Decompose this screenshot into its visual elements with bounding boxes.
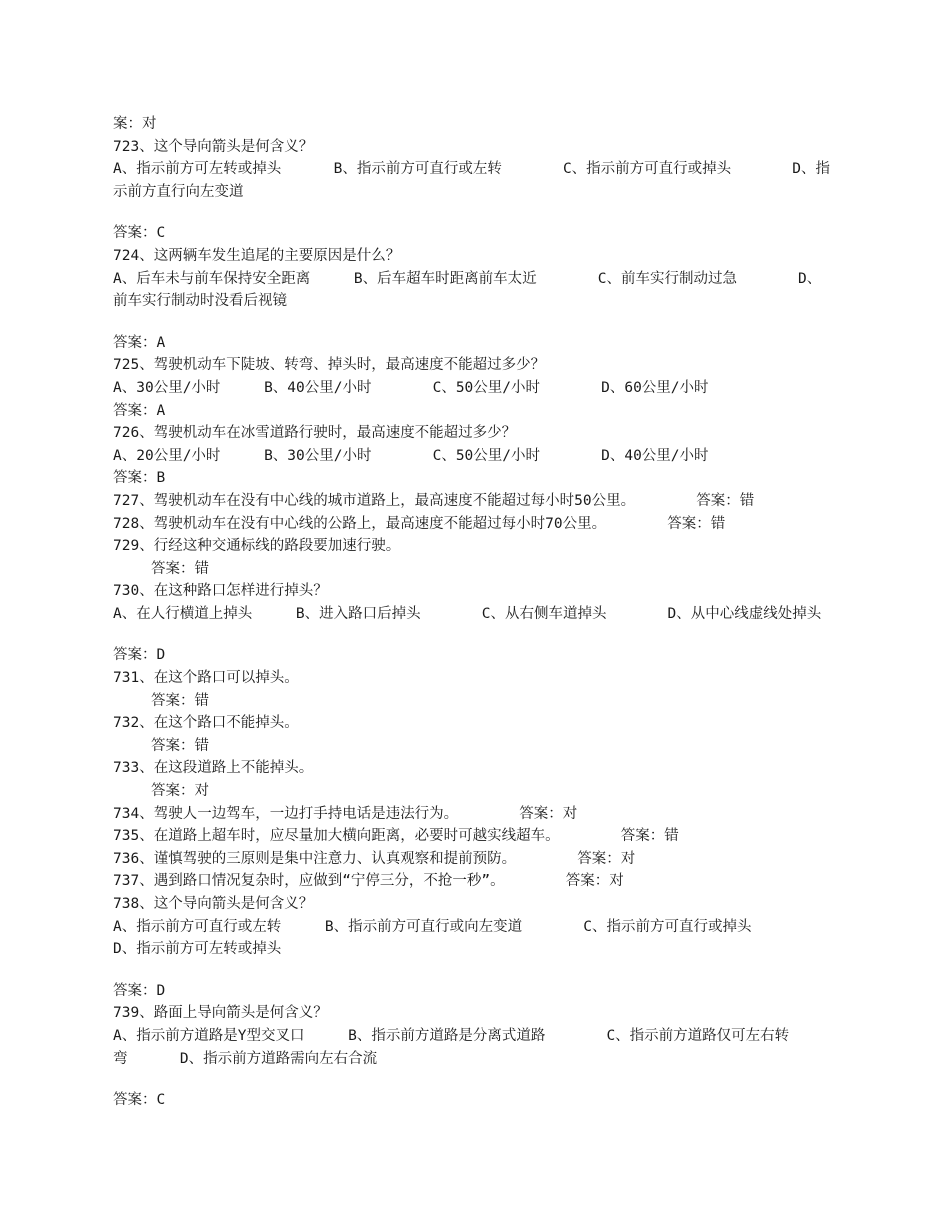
answer-line: 答案：B (113, 470, 166, 487)
answer-line: 答案：错 (151, 692, 209, 709)
spacer (113, 313, 833, 332)
options-line: A、指示前方道路是Y型交叉口 B、指示前方道路是分离式道路 C、指示前方道路仅可左右转 (113, 1027, 790, 1044)
spacer (113, 203, 833, 222)
spacer (113, 625, 833, 644)
answer-line: 答案：错 (151, 737, 209, 754)
question-731: 731、在这个路口可以掉头。 (113, 670, 299, 687)
answer-line: 答案：错 (151, 560, 209, 577)
question-724: 724、这两辆车发生追尾的主要原因是什么？ (113, 247, 401, 264)
answer-line: 答案：A (113, 402, 166, 419)
question-727: 727、驾驶机动车在没有中心线的城市道路上，最高速度不能超过每小时50公里。 答案：错 (113, 492, 755, 509)
options-line: A、后车未与前车保持安全距离 B、后车超车时距离前车太近 C、前车实行制动过急 D、 (113, 270, 822, 287)
question-736: 736、谨慎驾驶的三原则是集中注意力、认真观察和提前预防。 答案：对 (113, 850, 636, 867)
options-line: A、指示前方可直行或左转 B、指示前方可直行或向左变道 C、指示前方可直行或掉头 (113, 918, 752, 935)
answer-line: 答案：D (113, 647, 166, 664)
options-line: A、20公里/小时 B、30公里/小时 C、50公里/小时 D、40公里/小时 (113, 447, 709, 464)
document-body (113, 113, 833, 1112)
options-line-continued: D、指示前方可左转或掉头 (113, 941, 282, 958)
question-732: 732、在这个路口不能掉头。 (113, 715, 299, 732)
answer-line: 案：对 (113, 116, 157, 132)
options-line: A、在人行横道上掉头 B、进入路口后掉头 C、从右侧车道掉头 D、从中心线虚线处掉头 (113, 605, 822, 622)
options-line: A、指示前方可左转或掉头 B、指示前方可直行或左转 C、指示前方可直行或掉头 D、指 (113, 161, 831, 178)
spacer (113, 1070, 833, 1089)
spacer (113, 961, 833, 980)
answer-line: 答案：A (113, 334, 166, 351)
question-734: 734、驾驶人一边驾车，一边打手持电话是违法行为。 答案：对 (113, 805, 578, 822)
question-728: 728、驾驶机动车在没有中心线的公路上，最高速度不能超过每小时70公里。 答案：错 (113, 515, 726, 532)
question-739: 739、路面上导向箭头是何含义？ (113, 1005, 328, 1022)
question-737: 737、遇到路口情况复杂时，应做到“宁停三分，不抢一秒”。 答案：对 (113, 873, 624, 890)
answer-line: 答案：D (113, 982, 166, 999)
options-line-continued: 弯 D、指示前方道路需向左右合流 (113, 1050, 378, 1067)
question-733: 733、在这段道路上不能掉头。 (113, 760, 314, 777)
question-735: 735、在道路上超车时，应尽量加大横向距离，必要时可越实线超车。 答案：错 (113, 828, 679, 845)
question-738: 738、这个导向箭头是何含义？ (113, 896, 314, 912)
question-730: 730、在这种路口怎样进行掉头？ (113, 583, 328, 600)
options-line-continued: 示前方直行向左变道 (113, 183, 244, 200)
question-729: 729、行经这种交通标线的路段要加速行驶。 (113, 538, 401, 555)
question-726: 726、驾驶机动车在冰雪道路行驶时，最高速度不能超过多少？ (113, 425, 517, 442)
answer-line: 答案：对 (151, 783, 209, 800)
question-723: 723、这个导向箭头是何含义？ (113, 138, 314, 155)
answer-line: 答案：C (113, 1092, 166, 1109)
options-line-continued: 前车实行制动时没看后视镜 (113, 293, 287, 310)
answer-line: 答案：C (113, 225, 166, 242)
question-725: 725、驾驶机动车下陡坡、转弯、掉头时，最高速度不能超过多少？ (113, 357, 546, 374)
options-line: A、30公里/小时 B、40公里/小时 C、50公里/小时 D、60公里/小时 (113, 379, 709, 396)
